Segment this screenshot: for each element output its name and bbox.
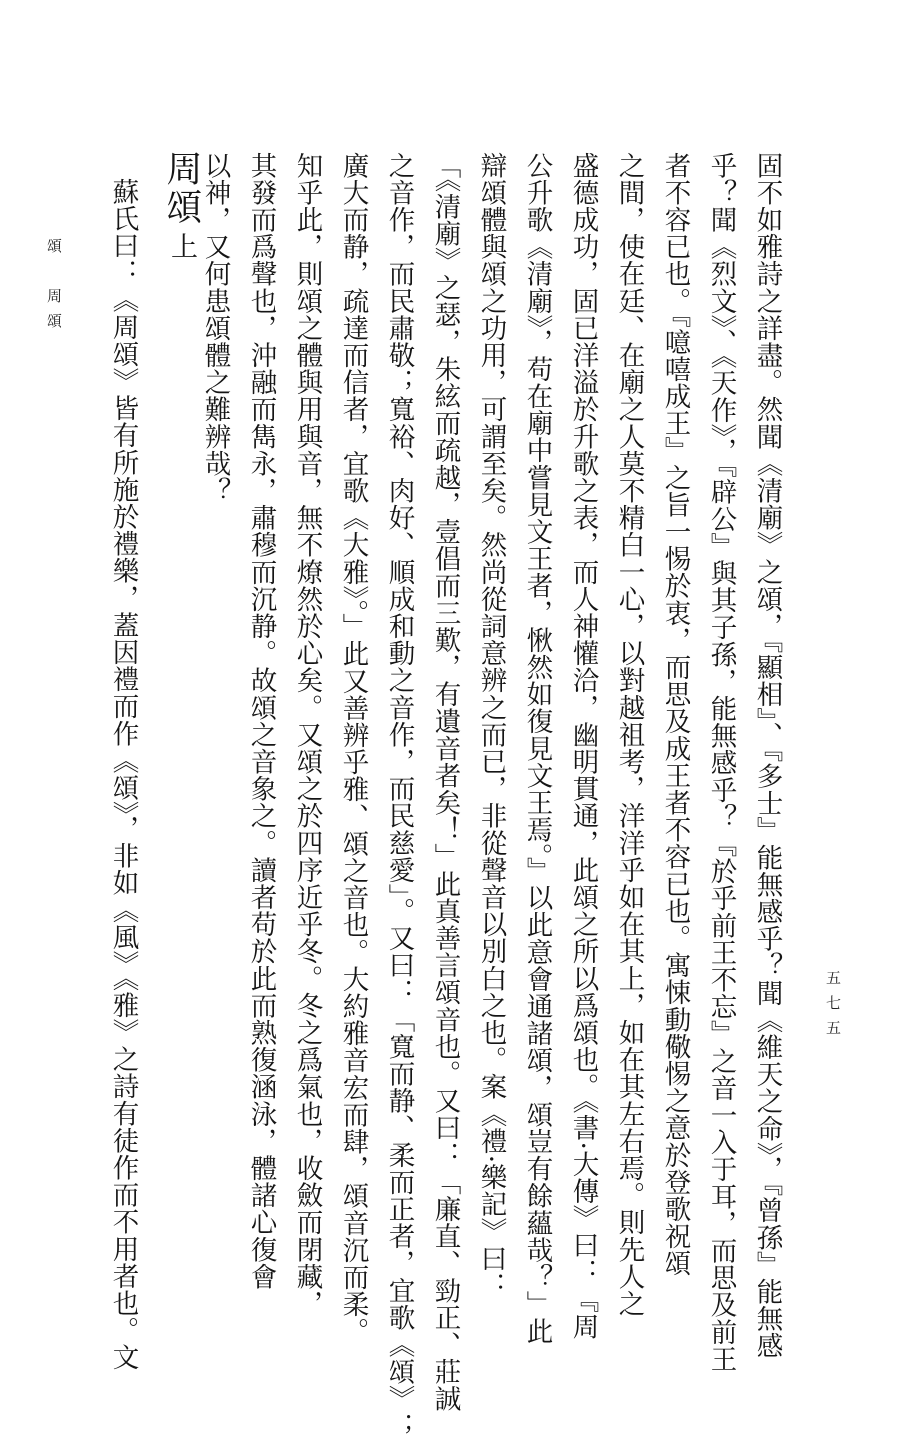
section-heading <box>161 150 202 261</box>
running-header-section: 頌 周頌 <box>45 238 63 338</box>
text-column-8: 「《清廟》之瑟，朱絃而疏越，壹倡而三歎，有遺音者矣！」此真善言頌音也。又曰：「廉直、勁正、莊誠 <box>429 152 461 1413</box>
text-column-3: 者不容已也。『噫嘻成王』之旨一惕於衷，而思及成王者不容已也。寓悚動儆惕之意於登歌祝頌 <box>659 152 691 1277</box>
commentary-column: 蘇氏曰：《周頌》皆有所施於禮樂，蓋因禮而作《頌》，非如《風》《雅》之詩有徒作而不用者也。文 <box>107 178 139 1371</box>
text-column-13: 以神，又何患頌體之難辨哉？ <box>199 152 231 505</box>
section-heading-volume: 上 <box>166 232 197 261</box>
text-column-6: 公升歌《清廟》，苟在廟中嘗見文王者，愀然如復見文王焉。』以此意會通諸頌，頌豈有餘蘊哉？」此 <box>521 152 553 1345</box>
section-heading-title: 周頌 <box>161 150 202 226</box>
page-number: 五七五 <box>824 970 842 1045</box>
text-column-1: 固不如雅詩之詳盡。然聞《清廟》之頌，『顯相』、『多士』能無感乎？聞《維天之命》，『曾孫』能無感 <box>751 152 783 1360</box>
text-column-11: 知乎此，則頌之體與用與音，無不燎然於心矣。又頌之於四序近乎冬。冬之爲氣也，收斂而閉藏， <box>291 152 323 1318</box>
text-column-5: 盛德成功，固已洋溢於升歌之表，而人神懽洽，幽明貫通，此頌之所以爲頌也。《書·大傳》曰：『周 <box>567 152 599 1341</box>
text-column-7: 辯頌體與頌之功用，可謂至矣。然尚從詞意辨之而已，非從聲音以別白之也。案《禮·樂記》曰： <box>475 152 507 1300</box>
text-column-2: 乎？聞《烈文》、《天作》，『辟公』與其子孫，能無感乎？『於乎前王不忘』之音一入于耳，而思及前王 <box>705 152 737 1373</box>
text-column-12: 其發而爲聲也，沖融而雋永，肅穆而沉静。故頌之音象之。讀者苟於此而熟復涵泳，體諸心復會 <box>245 152 277 1291</box>
text-column-9: 之音作，而民肅敬；寬裕、肉好、順成和動之音作，而民慈愛」。又曰：「寬而静、柔而正者，宜歌《頌》； <box>383 152 415 1440</box>
text-column-10: 廣大而静，疏達而信者，宜歌《大雅》。」此又善辨乎雅、頌之音也。大約雅音宏而肆，頌音沉而柔。 <box>337 152 369 1345</box>
text-column-4: 之間，使在廷、在廟之人莫不精白一心，以對越祖考，洋洋乎如在其上，如在其左右焉。則先人之 <box>613 152 645 1318</box>
